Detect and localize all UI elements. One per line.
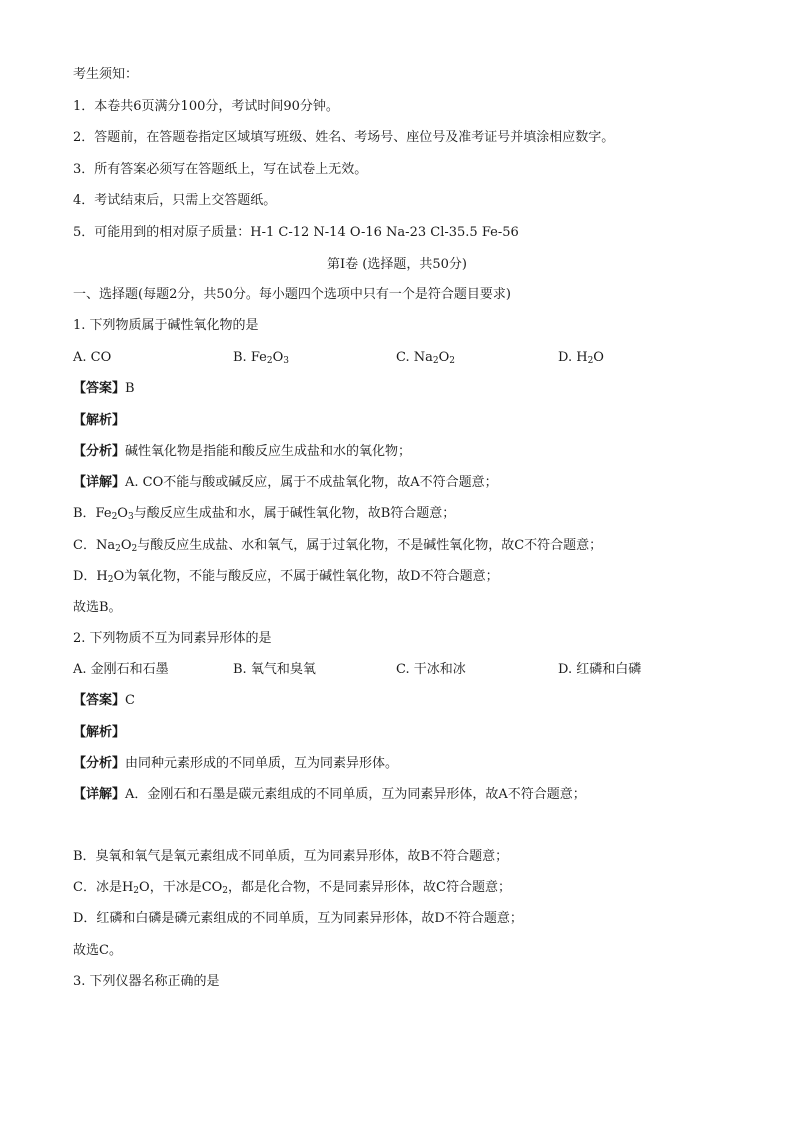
section-title: 第Ⅰ卷 (选择题，共50分) (327, 257, 467, 272)
q2-conclusion: 故选C。 (73, 943, 122, 958)
q2-analysis-tag: 【解析】 (73, 725, 126, 740)
q2-fenxi: 【分析】由同种元素形成的不同单质，互为同素异形体。 (73, 756, 399, 771)
q1-option-c: C. $Na_2O_2$ (396, 350, 456, 366)
q1-xiangjie-c: C．$Na_2O_2$与酸反应生成盐、水和氧气，属于过氧化物，不是碱性氧化物，故C不符合题意； (73, 538, 603, 554)
q1-option-b: B. $Fe_2O_3$ (233, 350, 289, 366)
q2-xiangjie-d: D．红磷和白磷是磷元素组成的不同单质，互为同素异形体，故D不符合题意； (73, 911, 523, 926)
q2-option-d: D. 红磷和白磷 (558, 662, 642, 677)
question-2-stem: 2. 下列物质不互为同素异形体的是 (73, 631, 272, 646)
notice-item-2: 2．答题前，在答题卷指定区域填写班级、姓名、考场号、座位号及准考证号并填涂相应数字。 (73, 130, 615, 145)
notice-item-5: 5．可能用到的相对原子质量：H-1 C-12 N-14 O-16 Na-23 Cl-35.5 Fe-56 (73, 225, 519, 240)
q2-option-a: A. 金刚石和石墨 (73, 662, 169, 677)
q1-conclusion: 故选B。 (73, 600, 122, 615)
q2-option-b: B. 氧气和臭氧 (233, 662, 316, 677)
q1-xiangjie-b: B．$Fe_2O_3$与酸反应生成盐和水，属于碱性氧化物，故B符合题意； (73, 506, 456, 522)
notice-item-4: 4．考试结束后，只需上交答题纸。 (73, 193, 277, 208)
notice-item-1: 1．本卷共6页满分100分，考试时间90分钟。 (73, 99, 339, 114)
q1-xiangjie-a: 【详解】A. CO不能与酸或碱反应，属于不成盐氧化物，故A不符合题意； (73, 475, 498, 490)
question-3-stem: 3. 下列仪器名称正确的是 (73, 974, 220, 989)
q2-xiangjie-a: 【详解】A．金刚石和石墨是碳元素组成的不同单质，互为同素异形体，故A不符合题意； (73, 787, 586, 802)
q1-xiangjie-d: D．$H_2O$为氧化物，不能与酸反应，不属于碱性氧化物，故D不符合题意； (73, 569, 499, 585)
notice-heading: 考生须知： (73, 67, 139, 82)
q2-xiangjie-b: B．臭氧和氧气是氧元素组成不同单质，互为同素异形体，故B不符合题意； (73, 849, 509, 864)
q1-option-a: A. CO (73, 350, 112, 365)
answer-tag: 【答案】 (73, 381, 126, 396)
q1-fenxi: 【分析】碱性氧化物是指能和酸反应生成盐和水的氧化物； (73, 444, 412, 459)
question-1-stem: 1. 下列物质属于碱性氧化物的是 (73, 318, 259, 333)
section-instruction: 一、选择题(每题2分，共50分。每小题四个选项中只有一个是符合题目要求) (73, 287, 511, 302)
q2-xiangjie-c: C．冰是$H_2O$，干冰是$CO_2$，都是化合物，不是同素异形体，故C符合题意； (73, 880, 511, 896)
q2-option-c: C. 干冰和冰 (396, 662, 466, 677)
q1-answer: 【答案】B (73, 381, 135, 396)
q1-analysis-tag: 【解析】 (73, 413, 126, 428)
notice-item-3: 3．所有答案必须写在答题纸上，写在试卷上无效。 (73, 162, 368, 177)
q2-answer: 【答案】C (73, 693, 135, 708)
q1-option-d: D. $H_2O$ (558, 350, 604, 366)
